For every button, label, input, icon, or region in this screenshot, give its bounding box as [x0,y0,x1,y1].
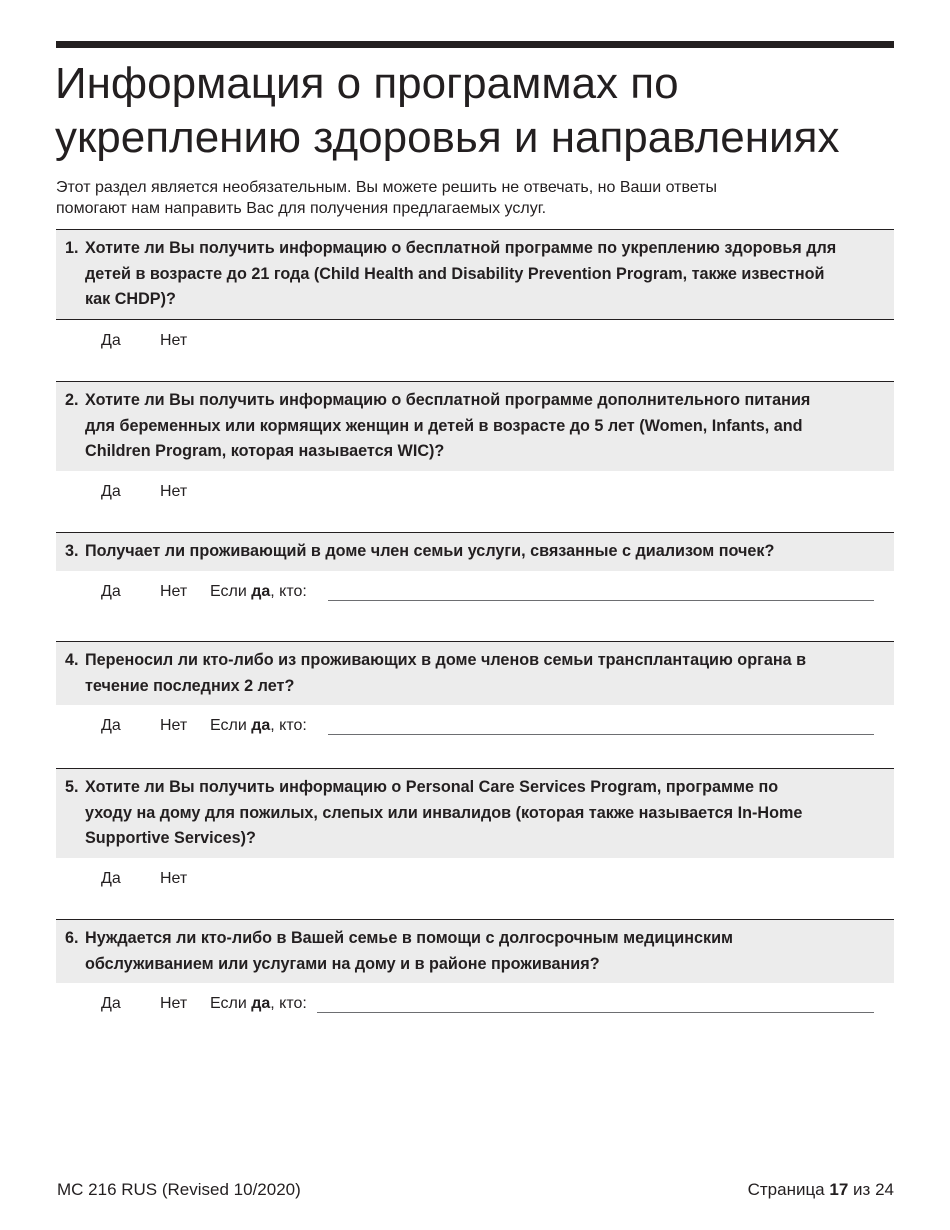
question-6-number: 6. [65,929,79,947]
intro-line-2: помогают нам направить Вас для получения предлагаемых услуг. [56,200,547,217]
question-5-no-option[interactable]: Нет [160,869,188,887]
question-6-who-suffix: , кто: [270,995,307,1012]
page-total: 24 [875,1180,894,1199]
question-2-number: 2. [65,391,79,409]
form-id: MC 216 RUS (Revised 10/2020) [57,1180,301,1199]
question-3-number: 3. [65,542,79,560]
question-3-box [56,532,894,571]
question-6 [56,919,894,1027]
question-4 [56,641,894,749]
question-2-answers [56,471,894,515]
page-title [55,57,905,165]
question-3-who-prefix: Если [210,582,247,600]
question-5-line-1: Хотите ли Вы получить информацию о Personal Care Services Program, программе по [85,778,779,796]
question-2-no-option[interactable]: Нет [160,482,188,500]
question-6-text [85,926,882,977]
question-2-box [56,381,894,471]
question-3-text [85,539,882,565]
question-4-answers [56,705,894,749]
question-4-text [85,648,882,699]
question-4-number: 4. [65,651,79,669]
question-1-line-2: детей в возрасте до 21 года (Child Health and Disability Prevention Program, также известной [85,264,825,283]
question-3 [56,532,894,615]
page-middle: из [853,1180,871,1199]
question-6-who-input-line[interactable] [317,1012,874,1013]
question-5-answers [56,858,894,902]
question-4-who-bold: да [251,717,271,734]
page-prefix: Страница [747,1180,825,1199]
question-1-box [56,229,894,320]
question-4-who-label [210,717,307,735]
question-6-yes-option[interactable]: Да [101,995,121,1012]
question-2 [56,381,894,515]
question-5 [56,768,894,902]
page-current: 17 [829,1180,849,1199]
intro-line-1: Этот раздел является необязательным. Вы можете решить не отвечать, но Ваши ответы [56,179,717,196]
question-4-who-input-line[interactable] [328,734,874,735]
question-1-line-3: как CHDP)? [85,290,176,308]
question-3-who-label [210,583,307,601]
question-5-number: 5. [65,778,79,796]
question-5-yes-option[interactable]: Да [101,869,121,887]
question-1-line-1: Хотите ли Вы получить информацию о бесплатной программе по укреплению здоровья для [85,239,837,257]
question-3-who-bold: да [251,582,271,600]
question-3-yes-option[interactable]: Да [101,582,121,600]
question-1-answers [56,320,894,364]
question-6-line-2: обслуживанием или услугами на дому и в районе проживания? [85,954,600,973]
question-2-line-3: Children Program, которая называется WIC)? [85,442,445,460]
question-1 [56,229,894,364]
question-6-who-label [210,995,307,1013]
question-4-no-option[interactable]: Нет [160,717,188,734]
question-1-no-option[interactable]: Нет [160,331,188,349]
question-3-answers [56,571,894,615]
question-4-yes-option[interactable]: Да [101,717,121,734]
question-6-who-prefix: Если [210,995,247,1012]
question-1-text [85,236,882,313]
question-6-no-option[interactable]: Нет [160,995,188,1012]
question-4-line-2: течение последних 2 лет? [85,676,295,695]
intro-text [56,177,876,219]
question-2-line-1: Хотите ли Вы получить информацию о бесплатной программе дополнительного питания [85,391,811,409]
question-1-number: 1. [65,239,79,257]
question-5-line-3: Supportive Services)? [85,829,256,847]
question-4-who-suffix: , кто: [270,717,307,734]
question-6-who-bold: да [251,995,271,1012]
question-4-who-prefix: Если [210,717,247,734]
page-title-line-1: Информация о программах по [55,59,679,108]
question-3-who-input-line[interactable] [328,600,874,601]
question-4-line-1: Переносил ли кто-либо из проживающих в доме членов семьи трансплантацию органа в [85,651,807,669]
question-2-line-2: для беременных или кормящих женщин и детей в возрасте до 5 лет (Women, Infants, and [85,416,803,435]
question-2-yes-option[interactable]: Да [101,482,121,500]
page-title-line-2: укреплению здоровья и направлениях [55,113,840,162]
question-6-box [56,919,894,983]
question-5-text [85,775,882,852]
question-3-who-suffix: , кто: [270,582,307,600]
question-3-line-1: Получает ли проживающий в доме член семьи услуги, связанные с диализом почек? [85,542,775,560]
question-2-text [85,388,882,465]
question-5-line-2: уходу на дому для пожилых, слепых или инвалидов (которая также называется In-Home [85,803,803,822]
question-6-answers [56,983,894,1027]
page-number [748,1180,894,1200]
top-rule [56,41,894,48]
question-4-box [56,641,894,705]
question-6-line-1: Нуждается ли кто-либо в Вашей семье в помощи с долгосрочным медицинским [85,929,734,947]
question-5-box [56,768,894,858]
question-1-yes-option[interactable]: Да [101,331,121,349]
question-3-no-option[interactable]: Нет [160,582,188,600]
